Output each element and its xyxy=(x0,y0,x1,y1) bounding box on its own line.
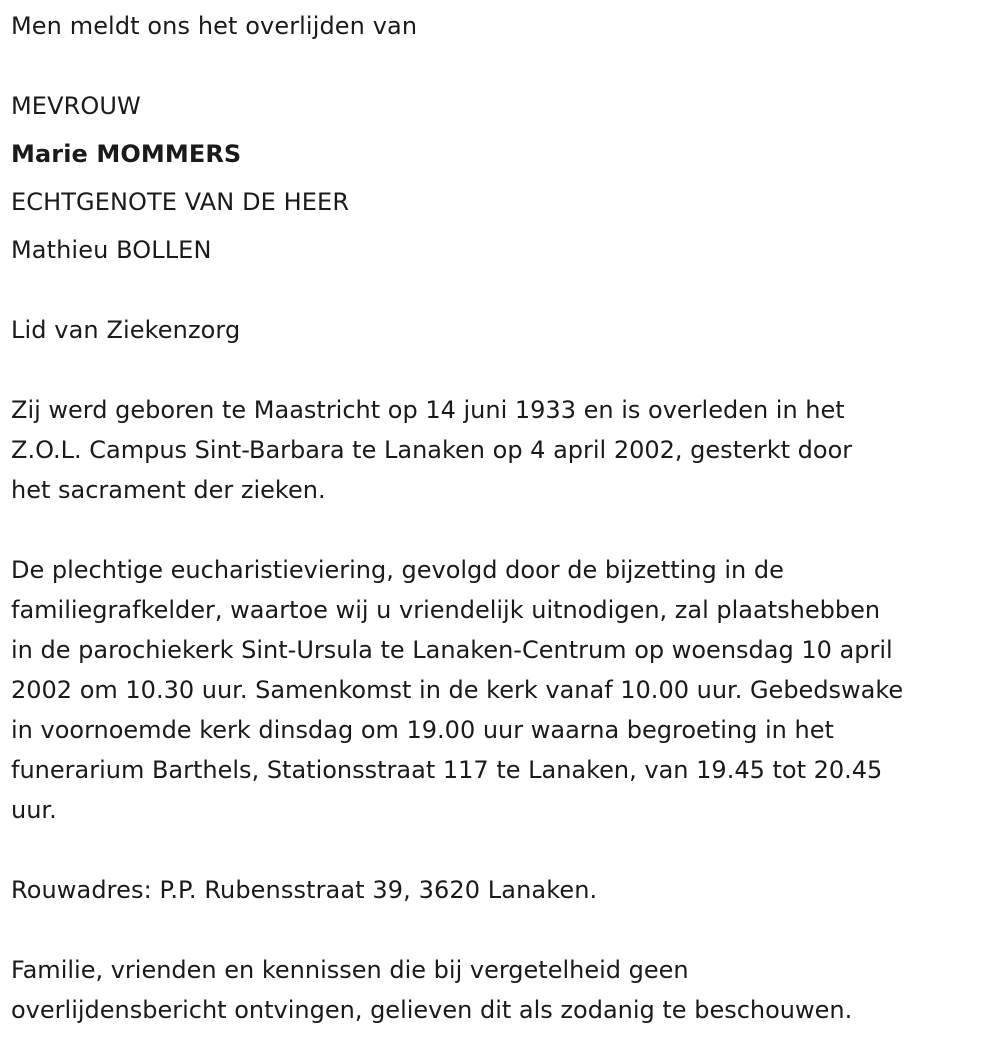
paragraph-line: uur. xyxy=(11,796,57,824)
paragraph-line: Zij werd geboren te Maastricht op 14 juni 1933 en is overleden in het xyxy=(11,396,845,424)
mourning-address: Rouwadres: P.P. Rubensstraat 39, 3620 Lanaken. xyxy=(11,876,598,904)
paragraph-line: 2002 om 10.30 uur. Samenkomst in de kerk vanaf 10.00 uur. Gebedswake xyxy=(11,676,904,704)
spouse-name: Mathieu BOLLEN xyxy=(11,236,212,264)
paragraph-line: familiegrafkelder, waartoe wij u vriendelijk uitnodigen, zal plaatshebben xyxy=(11,596,881,624)
paragraph-line: in de parochiekerk Sint-Ursula te Lanaken-Centrum op woensdag 10 april xyxy=(11,636,893,664)
honorific: MEVROUW xyxy=(11,92,141,120)
deceased-name: Marie MOMMERS xyxy=(11,140,242,168)
ceremony-paragraph xyxy=(11,550,996,830)
paragraph-line: funerarium Barthels, Stationsstraat 117 te Lanaken, van 19.45 tot 20.45 xyxy=(11,756,883,784)
relation-text: ECHTGENOTE VAN DE HEER xyxy=(11,188,350,216)
paragraph-line: het sacrament der zieken. xyxy=(11,476,326,504)
closing-paragraph xyxy=(11,950,996,1030)
paragraph-line: De plechtige eucharistieviering, gevolgd door de bijzetting in de xyxy=(11,556,784,584)
intro-text: Men meldt ons het overlijden van xyxy=(11,12,418,40)
paragraph-line: in voornoemde kerk dinsdag om 19.00 uur waarna begroeting in het xyxy=(11,716,834,744)
paragraph-line: Z.O.L. Campus Sint-Barbara te Lanaken op 4 april 2002, gesterkt door xyxy=(11,436,853,464)
birth-death-paragraph xyxy=(11,390,996,510)
paragraph-line: Familie, vrienden en kennissen die bij vergetelheid geen xyxy=(11,956,689,984)
membership-text: Lid van Ziekenzorg xyxy=(11,316,241,344)
paragraph-line: overlijdensbericht ontvingen, gelieven dit als zodanig te beschouwen. xyxy=(11,996,853,1024)
